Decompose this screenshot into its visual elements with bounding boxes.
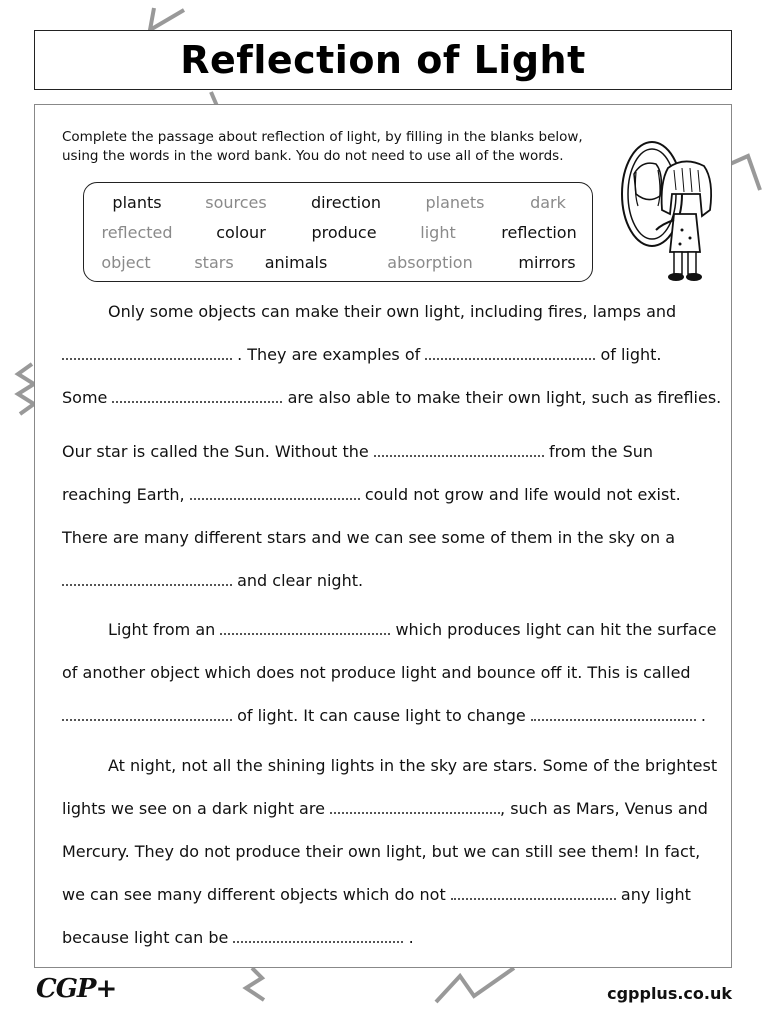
blank-9[interactable] — [531, 707, 696, 721]
word-bank-row-1 — [84, 193, 592, 217]
blank-11[interactable] — [451, 886, 616, 900]
passage-text: There are many different stars and we can see some of them in the sky on a — [62, 528, 676, 547]
passage-text: of light. — [600, 345, 662, 364]
passage-text: from the Sun — [548, 442, 654, 461]
blank-3[interactable] — [112, 389, 282, 403]
passage-text: , such as Mars, Venus and — [500, 799, 708, 818]
passage-text: of light. It can cause light to change — [237, 706, 526, 725]
passage-line — [62, 706, 706, 725]
passage-line — [62, 663, 691, 682]
passage-line — [108, 756, 717, 775]
passage-text: Only some objects can make their own light, including fires, lamps and — [108, 302, 677, 321]
title-box — [34, 30, 732, 90]
passage-text: we can see many different objects which do not — [62, 885, 446, 904]
passage-line — [62, 571, 363, 590]
word-bank-word: reflection — [501, 223, 577, 242]
word-bank-word: colour — [216, 223, 266, 242]
word-bank-word: produce — [311, 223, 377, 242]
passage-text: could not grow and life would not exist. — [364, 485, 681, 504]
blank-10[interactable] — [330, 800, 500, 814]
blank-4[interactable] — [374, 443, 544, 457]
instructions-text: Complete the passage about reflection of light, by filling in the blanks below, using the words in the word bank. You do not need to use all of the words. — [62, 129, 583, 164]
word-bank-word: light — [420, 223, 456, 242]
zigzag-doodle — [728, 150, 768, 200]
passage-line — [62, 885, 691, 904]
passage-line — [62, 799, 708, 818]
passage-text: of another object which does not produce light and bounce off it. This is called — [62, 663, 691, 682]
passage-text: . They are examples of — [237, 345, 421, 364]
passage-text: reaching Earth, — [62, 485, 185, 504]
passage-text: are also able to make their own light, such as fireflies. — [287, 388, 722, 407]
passage-text: which produces light can hit the surface — [395, 620, 717, 639]
passage-line — [62, 928, 414, 947]
word-bank-word: dark — [530, 193, 566, 212]
blank-7[interactable] — [220, 621, 390, 635]
passage-text: . — [408, 928, 414, 947]
passage-text: Mercury. They do not produce their own light, but we can still see them! In fact, — [62, 842, 701, 861]
passage-line — [62, 388, 721, 407]
blank-1[interactable] — [62, 346, 232, 360]
word-bank-row-3 — [84, 253, 592, 277]
blank-12[interactable] — [233, 929, 403, 943]
blank-5[interactable] — [190, 486, 360, 500]
passage-text: Our star is called the Sun. Without the — [62, 442, 369, 461]
word-bank-word: direction — [310, 193, 382, 212]
passage-line — [62, 442, 653, 461]
passage-text: and clear night. — [237, 571, 364, 590]
word-bank-word: absorption — [387, 253, 473, 272]
passage-line — [62, 528, 675, 547]
passage-line — [108, 620, 717, 639]
word-bank-word: planets — [425, 193, 485, 212]
word-bank-word: reflected — [101, 223, 173, 242]
passage-text: lights we see on a dark night are — [62, 799, 325, 818]
word-bank-row-2 — [84, 223, 592, 247]
word-bank-word: plants — [112, 193, 162, 212]
cgp-logo-text: CGP+ — [36, 974, 117, 1004]
page-title: Reflection of Light — [180, 38, 586, 82]
word-bank-word: animals — [264, 253, 328, 272]
blank-2[interactable] — [425, 346, 595, 360]
word-bank-word: stars — [194, 253, 234, 272]
word-bank — [83, 182, 593, 282]
passage-line — [62, 345, 662, 364]
blank-8[interactable] — [62, 707, 232, 721]
passage-text: because light can be — [62, 928, 229, 947]
word-bank-word: sources — [205, 193, 267, 212]
passage-line — [108, 302, 676, 321]
blank-6[interactable] — [62, 572, 232, 586]
word-bank-word: mirrors — [518, 253, 576, 272]
passage-text: Some — [62, 388, 108, 407]
passage-text: At night, not all the shining lights in the sky are stars. Some of the brightest — [108, 756, 718, 775]
passage-line — [62, 842, 700, 861]
zigzag-doodle — [236, 966, 276, 1006]
zigzag-doodle — [140, 4, 190, 32]
passage-text: any light — [620, 885, 691, 904]
zigzag-doodle — [430, 962, 520, 1012]
cgp-logo — [36, 974, 116, 1004]
passage-line — [62, 485, 681, 504]
footer-url[interactable]: cgpplus.co.uk — [607, 984, 732, 1003]
passage-text: Light from an — [108, 620, 216, 639]
passage-text: . — [700, 706, 707, 725]
word-bank-word: object — [101, 253, 151, 272]
girl-mirror-illustration — [612, 134, 722, 286]
